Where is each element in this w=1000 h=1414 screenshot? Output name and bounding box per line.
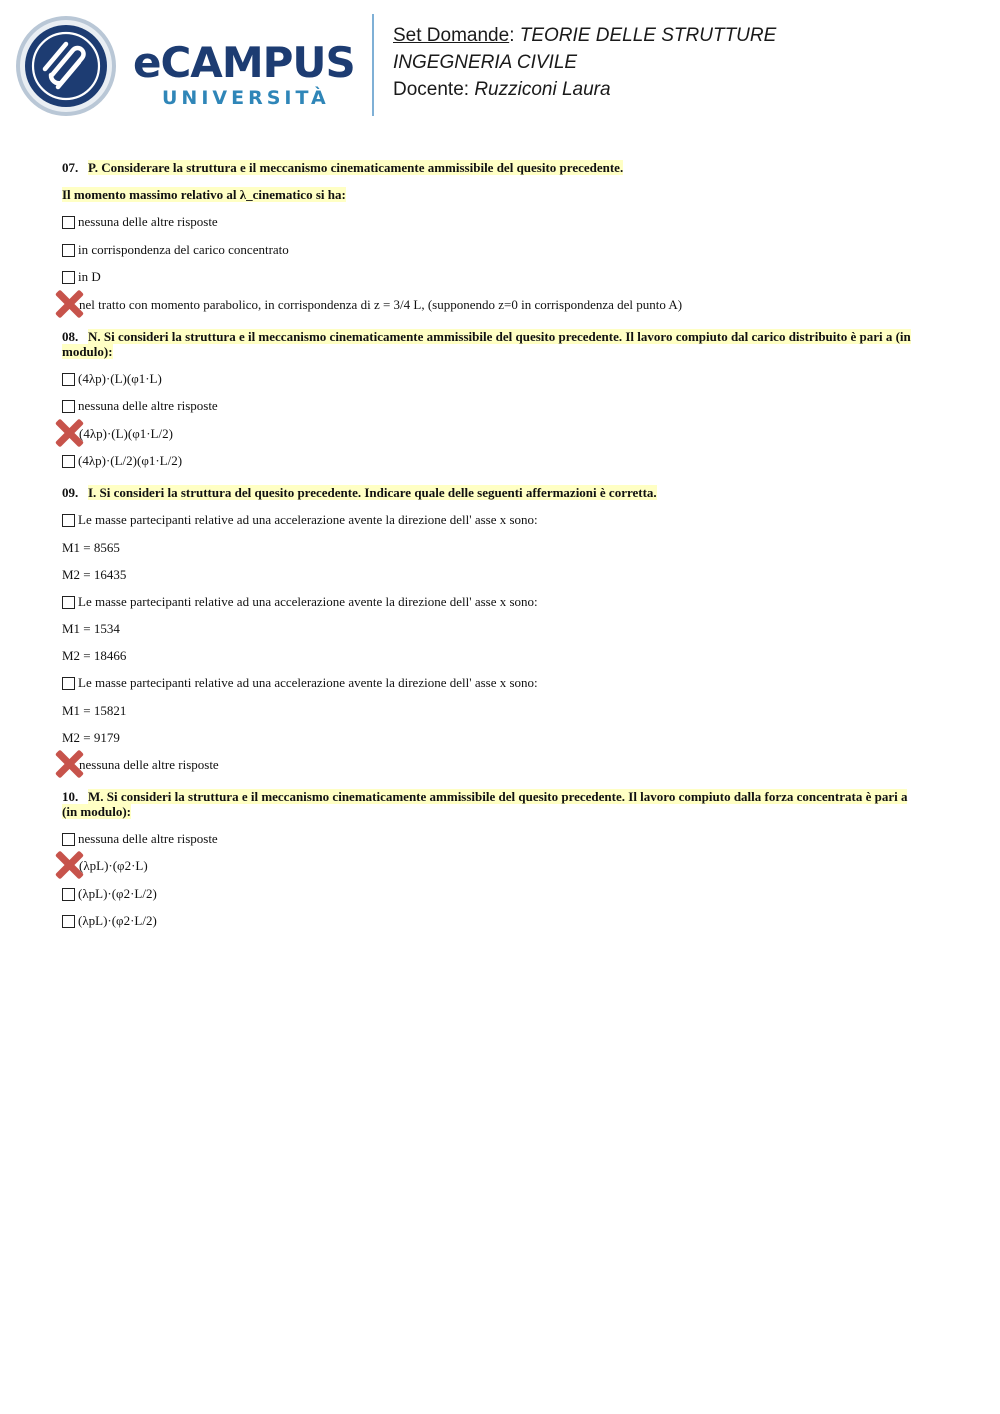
- question-09: [62, 485, 922, 772]
- answer-option[interactable]: [62, 913, 922, 928]
- checkbox[interactable]: [62, 244, 75, 257]
- option-text: nessuna delle altre risposte: [78, 398, 218, 413]
- answer-option[interactable]: [62, 886, 922, 901]
- set-value: TEORIE DELLE STRUTTURE: [519, 25, 777, 46]
- teacher-name: Ruzziconi Laura: [474, 79, 611, 100]
- checkbox[interactable]: [62, 216, 75, 229]
- answer-option-marked[interactable]: [62, 297, 922, 312]
- question-title: [62, 485, 922, 500]
- option-text: (4λp)·(L/2)(φ1·L/2): [78, 453, 183, 468]
- universita-wordmark: UNIVERSITÀ: [162, 87, 330, 109]
- course-name: INGEGNERIA CIVILE: [393, 52, 578, 73]
- option-text: Le masse partecipanti relative ad una accelerazione avente la direzione dell' asse x sono:: [78, 675, 538, 690]
- option-text: Le masse partecipanti relative ad una accelerazione avente la direzione dell' asse x sono:: [78, 593, 538, 609]
- checkbox[interactable]: [62, 455, 75, 468]
- checkbox[interactable]: [62, 915, 75, 928]
- option-text: (λpL)·(φ2·L): [79, 858, 148, 873]
- option-detail-line: M1 = 1534: [62, 621, 120, 636]
- question-08: [62, 329, 922, 469]
- question-subtext: Il momento massimo relativo al λ_cinematico si ha:: [62, 187, 346, 202]
- question-text: I. Si consideri la struttura del quesito precedente. Indicare quale delle seguenti affermazioni è corretta.: [88, 485, 657, 500]
- course-info: [393, 22, 776, 103]
- question-number: 08.: [62, 328, 79, 344]
- option-text: in corrispondenza del carico concentrato: [78, 241, 289, 257]
- option-text: in D: [78, 269, 101, 284]
- answer-option[interactable]: [62, 214, 922, 229]
- question-number: 10.: [62, 788, 79, 804]
- question-07: [62, 160, 922, 312]
- checkbox[interactable]: [62, 833, 75, 846]
- option-text: Le masse partecipanti relative ad una accelerazione avente la direzione dell' asse x sono:: [78, 512, 538, 527]
- answer-option-marked[interactable]: [62, 858, 922, 873]
- option-text: (λpL)·(φ2·L/2): [78, 885, 157, 901]
- page-header: [0, 0, 1000, 130]
- answer-option[interactable]: [62, 242, 922, 257]
- answer-option-marked[interactable]: [62, 426, 922, 441]
- question-list: [62, 160, 922, 945]
- header-divider: [372, 14, 374, 116]
- answer-option[interactable]: [62, 675, 922, 690]
- question-number: 09.: [62, 485, 79, 500]
- checkbox[interactable]: [62, 888, 75, 901]
- question-text: M. Si consideri la struttura e il meccanismo cinematicamente ammissibile del quesito precedente. Il lavoro compiuto dalla forza concentrata è pari a (in modulo):: [62, 788, 908, 819]
- option-detail-line: M2 = 18466: [62, 648, 127, 663]
- answer-option[interactable]: [62, 398, 922, 413]
- checkbox[interactable]: [62, 400, 75, 413]
- wrong-mark-icon: [54, 749, 84, 779]
- option-text: (λpL)·(φ2·L/2): [78, 913, 157, 928]
- set-line: Set Domande: TEORIE DELLE STRUTTURE: [393, 25, 777, 46]
- question-title: [62, 329, 922, 359]
- answer-option[interactable]: [62, 831, 922, 846]
- university-seal-logo: [15, 15, 117, 117]
- question-title: [62, 160, 922, 175]
- option-detail-line: M2 = 16435: [62, 566, 127, 582]
- question-10: [62, 789, 922, 929]
- answer-option[interactable]: [62, 453, 922, 468]
- option-text: (4λp)·(L)(φ1·L): [78, 370, 162, 386]
- checkbox[interactable]: [62, 514, 75, 527]
- checkbox[interactable]: [62, 271, 75, 284]
- ecampus-wordmark: eCAMPUS: [133, 38, 355, 87]
- question-text: N. Si consideri la struttura e il meccanismo cinematicamente ammissibile del quesito precedente. Il lavoro compiuto dal carico distribuito è pari a (in modulo):: [62, 328, 911, 359]
- question-title: [62, 789, 922, 819]
- option-text: nessuna delle altre risposte: [78, 214, 218, 229]
- wrong-mark-icon: [54, 289, 84, 319]
- teacher-line: [393, 76, 776, 103]
- checkbox[interactable]: [62, 373, 75, 386]
- option-text: nel tratto con momento parabolico, in corrispondenza di z = 3/4 L, (supponendo z=0 in corrispondenza del punto A): [79, 296, 683, 312]
- option-detail-line: M2 = 9179: [62, 729, 120, 745]
- checkbox[interactable]: [62, 596, 75, 609]
- question-text: P. Considerare la struttura e il meccanismo cinematicamente ammissibile del quesito precedente.: [88, 160, 624, 175]
- wrong-mark-icon: [54, 850, 84, 880]
- answer-option[interactable]: [62, 512, 922, 527]
- option-detail-line: M1 = 15821: [62, 702, 127, 718]
- answer-option-marked[interactable]: [62, 757, 922, 772]
- option-text: nessuna delle altre risposte: [78, 830, 218, 846]
- option-text: nessuna delle altre risposte: [79, 756, 219, 772]
- option-detail-line: M1 = 8565: [62, 539, 120, 555]
- teacher-label: Docente:: [393, 79, 470, 100]
- option-text: (4λp)·(L)(φ1·L/2): [79, 425, 173, 441]
- answer-option[interactable]: [62, 594, 922, 609]
- answer-option[interactable]: [62, 269, 922, 284]
- answer-option[interactable]: [62, 371, 922, 386]
- question-number: 07.: [62, 160, 79, 175]
- set-label: Set Domande: [393, 25, 510, 46]
- checkbox[interactable]: [62, 677, 75, 690]
- wrong-mark-icon: [54, 418, 84, 448]
